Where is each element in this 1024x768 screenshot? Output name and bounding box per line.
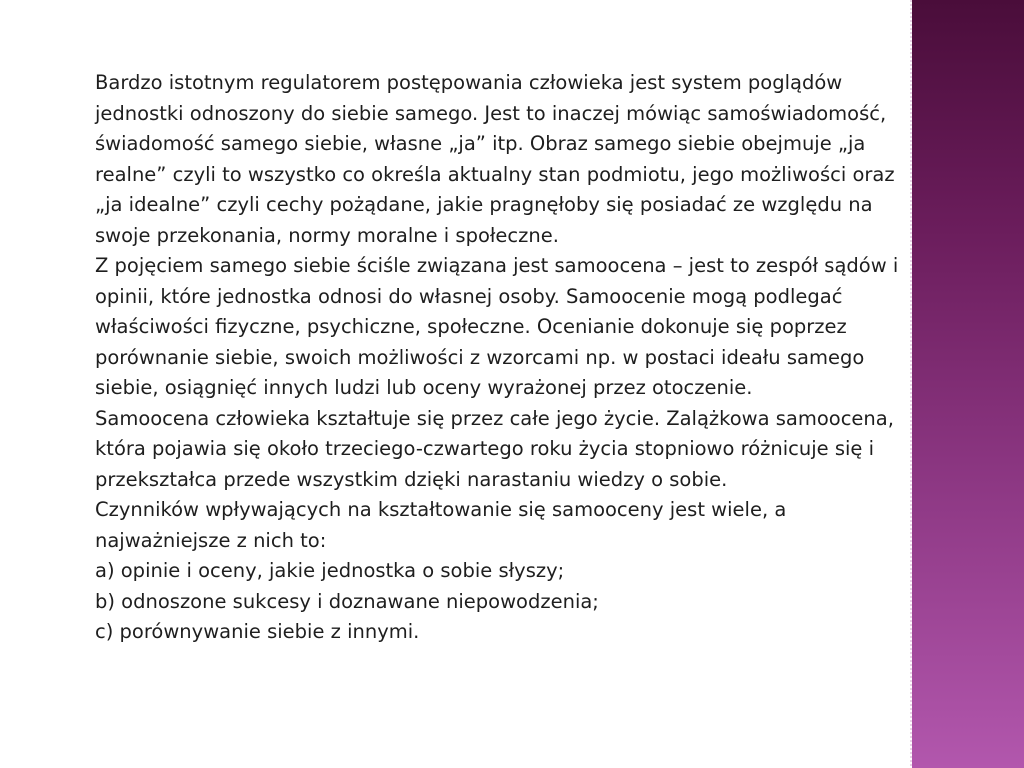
list-item-factor-a: a) opinie i oceny, jakie jednostka o sobie słyszy; xyxy=(95,559,565,582)
decorative-side-band xyxy=(912,0,1024,768)
paragraph-self-esteem-definition: Z pojęciem samego siebie ściśle związana jest samoocena – jest to zespół sądów i opinii, które jednostka odnosi do własnej osoby. Samoocenie mogą podlegać właściwości fizyczne, psychiczne, społeczne. Ocenianie dokonuje się poprzez porównanie siebie, swoich możliwości z wzorcami np. w postaci ideału samego siebie, osiągnięć innych ludzi lub oceny wyrażonej przez otoczenie. xyxy=(95,254,899,399)
paragraph-factors-intro: Czynników wpływających na kształtowanie się samooceny jest wiele, a najważniejsze z nich to: xyxy=(95,498,787,552)
list-item-factor-c: c) porównywanie siebie z innymi. xyxy=(95,620,420,643)
slide-body-text xyxy=(95,68,910,648)
list-item-factor-b: b) odnoszone sukcesy i doznawane niepowodzenia; xyxy=(95,589,599,613)
paragraph-self-esteem-development: Samoocena człowieka kształtuje się przez całe jego życie. Zalążkowa samoocena, która pojawia się około trzeciego-czwartego roku życia stopniowo różnicuje się i przekształca przede wszystkim dzięki narastaniu wiedzy o sobie. xyxy=(95,406,894,491)
paragraph-self-image: Bardzo istotnym regulatorem postępowania człowieka jest system poglądów jednostki odnoszony do siebie samego. Jest to inaczej mówiąc samoświadomość, świadomość samego siebie, własne „ja” itp. Obraz samego siebie obejmuje „ja realne” czyli to wszystko co określa aktualny stan podmiotu, jego możliwości oraz „ja idealne” czyli cechy pożądane, jakie pragnęłoby się posiadać ze względu na swoje przekonania, normy moralne i społeczne. xyxy=(95,71,895,247)
